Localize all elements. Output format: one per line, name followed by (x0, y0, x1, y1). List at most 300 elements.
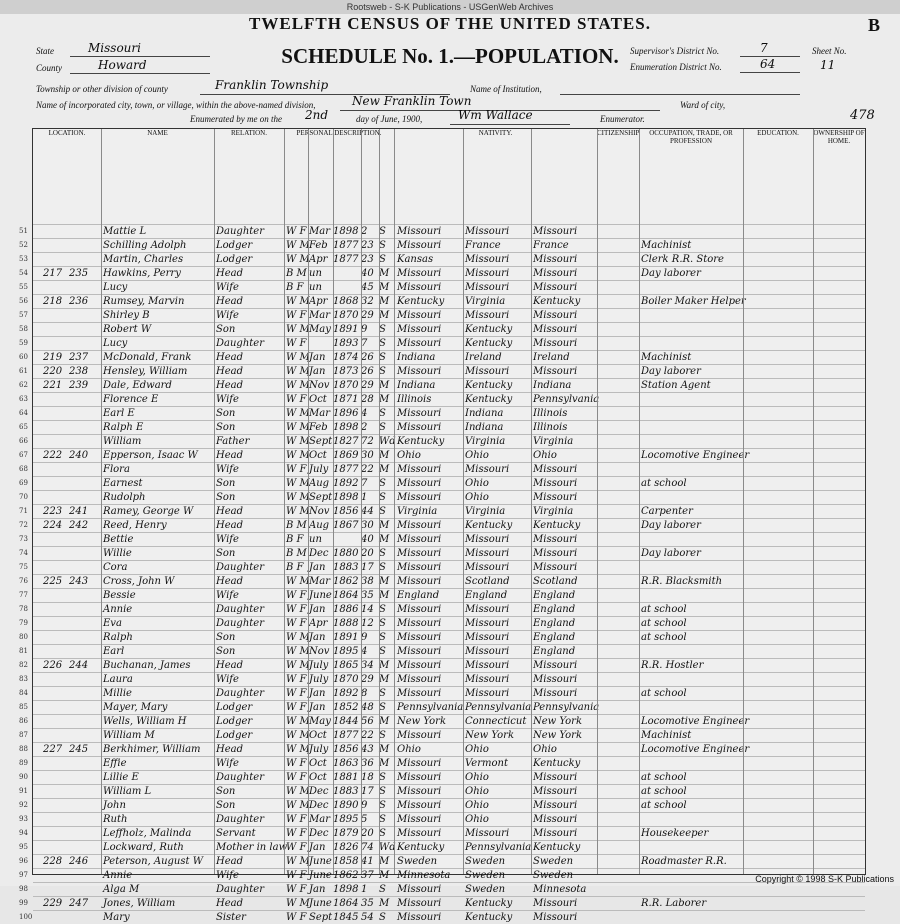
row-number: 71 (19, 507, 28, 515)
cell-name: Mary (103, 912, 130, 923)
cell-pm: Missouri (533, 562, 578, 573)
cell-sex: B F (286, 282, 304, 293)
cell-pf: Indiana (465, 408, 504, 419)
cell-pb: Missouri (397, 548, 442, 559)
cell-occ: at school (641, 618, 687, 629)
cell-rel: Wife (216, 534, 239, 545)
cell-age: 14 (361, 604, 374, 615)
cell-yr: 1870 (333, 310, 359, 321)
cell-dw: 224 (43, 520, 63, 531)
cell-occ (641, 435, 743, 448)
cell-sex: W M (286, 786, 310, 797)
cell-pm: Missouri (533, 478, 578, 489)
cell-age: 22 (361, 464, 374, 475)
cell-age: 43 (361, 744, 374, 755)
cell-name: William M (103, 730, 155, 741)
cell-sex: W F (286, 842, 307, 853)
cell-pm: Kentucky (533, 842, 581, 853)
cell-sex: W M (286, 716, 310, 727)
location-header: LOCATION. (33, 129, 102, 224)
row-number: 57 (19, 311, 28, 319)
cell-dw (43, 617, 67, 630)
table-row (19, 700, 865, 714)
cell-rel: Head (216, 660, 244, 671)
cell-pb: Missouri (397, 492, 442, 503)
education-header: EDUCATION. (743, 129, 814, 224)
cell-rel: Head (216, 380, 244, 391)
cell-name: Millie (103, 688, 132, 699)
cell-rel: Son (216, 408, 236, 419)
cell-occ: Day laborer (641, 548, 701, 559)
cell-yr: 1877 (333, 254, 359, 265)
cell-sex: W M (286, 352, 310, 363)
table-row (19, 252, 865, 266)
cell-ms: M (379, 856, 390, 867)
cell-pb: Missouri (397, 268, 442, 279)
cell-dw (43, 533, 67, 546)
cell-pb: Missouri (397, 282, 442, 293)
cell-age: 9 (361, 800, 368, 811)
cell-ms: S (379, 702, 386, 713)
cell-age: 23 (361, 240, 374, 251)
cell-mo: Mar (309, 310, 330, 321)
cell-dw (43, 701, 67, 714)
cell-rel: Lodger (216, 702, 253, 713)
cell-occ (641, 701, 743, 714)
cell-name: Eva (103, 618, 122, 629)
row-number: 95 (19, 843, 28, 851)
cell-pm: France (533, 240, 569, 251)
cell-ms: S (379, 884, 386, 895)
cell-age: 7 (361, 338, 368, 349)
cell-dw (43, 799, 67, 812)
cell-occ: R.R. Blacksmith (641, 576, 723, 587)
table-row (19, 574, 865, 588)
institution-label: Name of Institution, (470, 84, 542, 94)
cell-name: Robert W (103, 324, 152, 335)
cell-pm: Kentucky (533, 296, 581, 307)
cell-rel: Wife (216, 758, 239, 769)
cell-pf: Missouri (465, 646, 510, 657)
cell-pb: Indiana (397, 380, 436, 391)
cell-mo: Jan (309, 366, 326, 377)
cell-sex: W F (286, 702, 307, 713)
enumeration-value: 64 (760, 57, 776, 71)
cell-occ (641, 491, 743, 504)
cell-dw (43, 491, 67, 504)
cell-dw (43, 421, 67, 434)
row-number: 59 (19, 339, 28, 347)
cell-pf: Sweden (465, 856, 506, 867)
cell-pb: Missouri (397, 310, 442, 321)
cell-fam: 247 (69, 898, 89, 909)
cell-mo: un (309, 268, 322, 279)
cell-dw (43, 435, 67, 448)
cell-rel: Sister (216, 912, 246, 923)
cell-sex: W F (286, 772, 307, 783)
cell-occ: at school (641, 786, 687, 797)
cell-pm: Missouri (533, 338, 578, 349)
cell-pf: Missouri (465, 226, 510, 237)
column-rule (101, 129, 102, 874)
column-rule (531, 129, 532, 874)
cell-rel: Lodger (216, 730, 253, 741)
enumerator-label: Enumerator. (600, 114, 645, 124)
cell-rel: Head (216, 366, 244, 377)
cell-mo: July (309, 660, 329, 671)
cell-occ: R.R. Hostler (641, 660, 704, 671)
cell-rel: Mother in law (216, 842, 288, 853)
table-row (19, 882, 865, 896)
cell-pm: Ireland (533, 352, 570, 363)
cell-age: 20 (361, 548, 374, 559)
column-rule (214, 129, 215, 874)
cell-occ: at school (641, 478, 687, 489)
cell-fam (69, 463, 97, 476)
cell-pf: Scotland (465, 576, 510, 587)
cell-pm: Virginia (533, 436, 574, 447)
cell-pb: Missouri (397, 366, 442, 377)
cell-fam (69, 617, 97, 630)
cell-pf: Missouri (465, 604, 510, 615)
cell-pf: Ohio (465, 814, 489, 825)
township-value: Franklin Township (215, 78, 329, 92)
cell-age: 8 (361, 688, 368, 699)
cell-pb: Missouri (397, 464, 442, 475)
page-stamp: 478 (850, 108, 875, 123)
cell-pb: Missouri (397, 688, 442, 699)
cell-rel: Wife (216, 282, 239, 293)
cell-yr: 1827 (333, 436, 359, 447)
cell-rel: Lodger (216, 716, 253, 727)
cell-name: Lucy (103, 282, 128, 293)
cell-mo: Apr (309, 618, 328, 629)
cell-pb: Missouri (397, 478, 442, 489)
ownership-header: OWNERSHIP OF HOME. (813, 129, 865, 145)
cell-occ: Locomotive Engineer (641, 450, 750, 461)
cell-yr: 1845 (333, 912, 359, 923)
cell-fam (69, 281, 97, 294)
cell-name: Earl E (103, 408, 135, 419)
row-number: 64 (19, 409, 28, 417)
personal-header: PERSONAL DESCRIPTION. (284, 129, 395, 224)
cell-age: 4 (361, 646, 368, 657)
cell-name: Reed, Henry (103, 520, 167, 531)
cell-sex: W M (286, 366, 310, 377)
cell-pm: Kentucky (533, 520, 581, 531)
column-rule (284, 129, 285, 874)
cell-pb: Missouri (397, 534, 442, 545)
ward-label: Ward of city, (680, 100, 726, 110)
cell-fam (69, 841, 97, 854)
cell-sex: W M (286, 478, 310, 489)
cell-yr: 1888 (333, 618, 359, 629)
cell-fam (69, 603, 97, 616)
cell-pf: Virginia (465, 506, 506, 517)
cell-pf: England (465, 590, 508, 601)
cell-dw (43, 827, 67, 840)
cell-mo: Sept (309, 436, 333, 447)
cell-dw: 217 (43, 268, 63, 279)
cell-pf: Sweden (465, 870, 506, 881)
cell-pb: Missouri (397, 422, 442, 433)
cell-yr: 1895 (333, 646, 359, 657)
cell-yr: 1871 (333, 394, 359, 405)
cell-ms: M (379, 660, 390, 671)
cell-mo: June (309, 856, 332, 867)
cell-name: Epperson, Isaac W (103, 450, 198, 461)
cell-name: Cora (103, 562, 128, 573)
cell-rel: Wife (216, 590, 239, 601)
row-number: 80 (19, 633, 28, 641)
cell-pb: Missouri (397, 800, 442, 811)
cell-ms: S (379, 366, 386, 377)
cell-pb: England (397, 590, 440, 601)
cell-pb: Missouri (397, 408, 442, 419)
cell-ms: M (379, 296, 390, 307)
cell-sex: B F (286, 562, 304, 573)
cell-pm: Kentucky (533, 758, 581, 769)
table-row (19, 448, 865, 462)
cell-dw (43, 757, 67, 770)
cell-yr: 1883 (333, 562, 359, 573)
column-rule (813, 129, 814, 874)
cell-sex: B F (286, 534, 304, 545)
cell-pm: England (533, 590, 576, 601)
cell-pm: England (533, 618, 576, 629)
cell-age: 29 (361, 674, 374, 685)
cell-rel: Daughter (216, 618, 264, 629)
cell-yr: 1864 (333, 898, 359, 909)
cell-yr: 1858 (333, 856, 359, 867)
cell-name: Ralph (103, 632, 133, 643)
cell-yr: 1892 (333, 688, 359, 699)
row-number: 87 (19, 731, 28, 739)
row-number: 51 (19, 227, 28, 235)
cell-dw (43, 239, 67, 252)
sheet-letter: B (867, 15, 880, 35)
table-row (19, 378, 865, 392)
row-number: 52 (19, 241, 28, 249)
cell-yr: 1862 (333, 576, 359, 587)
cell-age: 2 (361, 422, 368, 433)
cell-ms: S (379, 352, 386, 363)
cell-mo: Oct (309, 730, 327, 741)
cell-pb: New York (397, 716, 446, 727)
cell-pb: Missouri (397, 674, 442, 685)
table-row (19, 392, 865, 406)
cell-rel: Son (216, 422, 236, 433)
row-number: 60 (19, 353, 28, 361)
cell-pm: Missouri (533, 786, 578, 797)
cell-yr: 1898 (333, 422, 359, 433)
cell-pb: Missouri (397, 632, 442, 643)
cell-mo: Mar (309, 226, 330, 237)
cell-pb: Ohio (397, 744, 421, 755)
row-number: 98 (19, 885, 28, 893)
cell-yr: 1893 (333, 338, 359, 349)
column-rule (379, 129, 380, 874)
cell-name: John (103, 800, 126, 811)
cell-yr: 1863 (333, 758, 359, 769)
cell-fam: 238 (69, 366, 89, 377)
cell-dw (43, 407, 67, 420)
table-row (19, 518, 865, 532)
cell-pf: Missouri (465, 548, 510, 559)
cell-occ (641, 393, 743, 406)
cell-name: Rudolph (103, 492, 146, 503)
cell-dw (43, 687, 67, 700)
cell-rel: Daughter (216, 226, 264, 237)
cell-name: Leffholz, Malinda (103, 828, 192, 839)
cell-pf: Kentucky (465, 324, 513, 335)
cell-dw (43, 841, 67, 854)
column-rule (308, 129, 309, 874)
cell-fam (69, 253, 97, 266)
cell-occ (641, 337, 743, 350)
cell-pb: Kentucky (397, 436, 445, 447)
cell-dw (43, 883, 67, 896)
cell-age: 48 (361, 702, 374, 713)
cell-occ (641, 911, 743, 924)
cell-name: McDonald, Frank (103, 352, 192, 363)
cell-rel: Son (216, 548, 236, 559)
cell-mo: Dec (309, 786, 329, 797)
cell-pf: Missouri (465, 534, 510, 545)
cell-dw (43, 631, 67, 644)
cell-pf: Missouri (465, 618, 510, 629)
cell-name: Florence E (103, 394, 159, 405)
cell-fam (69, 393, 97, 406)
name-header: NAME (101, 129, 215, 224)
cell-pm: Missouri (533, 772, 578, 783)
cell-yr (333, 267, 361, 280)
cell-yr: 1877 (333, 464, 359, 475)
cell-ms: S (379, 562, 386, 573)
township-label: Township or other division of county (36, 84, 168, 94)
cell-age: 28 (361, 394, 374, 405)
cell-fam (69, 547, 97, 560)
cell-pm: New York (533, 716, 582, 727)
cell-pf: Missouri (465, 688, 510, 699)
cell-occ (641, 281, 743, 294)
cell-sex: W F (286, 618, 307, 629)
cell-mo: July (309, 674, 329, 685)
cell-mo: un (309, 534, 322, 545)
row-number: 84 (19, 689, 28, 697)
cell-rel: Head (216, 268, 244, 279)
cell-age: 40 (361, 534, 374, 545)
cell-fam (69, 799, 97, 812)
row-number: 69 (19, 479, 28, 487)
cell-pm: New York (533, 730, 582, 741)
cell-mo (309, 337, 333, 350)
cell-mo: May (309, 324, 331, 335)
cell-age: 2 (361, 226, 368, 237)
cell-pf: Pennsylvania (465, 842, 532, 853)
cell-dw (43, 729, 67, 742)
cell-pm: Illinois (533, 422, 568, 433)
column-rule (361, 129, 362, 874)
cell-ms: S (379, 548, 386, 559)
citizenship-header: CITIZENSHIP. (597, 129, 640, 224)
cell-occ: Station Agent (641, 380, 711, 391)
cell-ms: M (379, 744, 390, 755)
cell-pf: Missouri (465, 660, 510, 671)
cell-pm: Missouri (533, 324, 578, 335)
cell-pm: Missouri (533, 282, 578, 293)
cell-name: Buchanan, James (103, 660, 191, 671)
row-number: 77 (19, 591, 28, 599)
cell-pf: Missouri (465, 562, 510, 573)
cell-fam (69, 687, 97, 700)
cell-pm: England (533, 646, 576, 657)
cell-rel: Son (216, 632, 236, 643)
cell-occ: Roadmaster R.R. (641, 856, 727, 867)
cell-ms: M (379, 758, 390, 769)
table-row (19, 308, 865, 322)
cell-dw: 226 (43, 660, 63, 671)
cell-mo: Sept (309, 492, 333, 503)
cell-name: Annie (103, 604, 133, 615)
cell-name: Willie (103, 548, 132, 559)
row-number: 67 (19, 451, 28, 459)
table-row (19, 658, 865, 672)
cell-ms: Wd (379, 436, 396, 447)
cell-yr: 1869 (333, 450, 359, 461)
cell-pf: Missouri (465, 366, 510, 377)
cell-occ (641, 757, 743, 770)
cell-pb: Missouri (397, 772, 442, 783)
cell-yr: 1898 (333, 884, 359, 895)
cell-rel: Head (216, 296, 244, 307)
cell-fam: 240 (69, 450, 89, 461)
cell-age: 17 (361, 786, 374, 797)
cell-pm: Missouri (533, 660, 578, 671)
cell-sex: W M (286, 408, 310, 419)
cell-name: Lillie E (103, 772, 139, 783)
cell-yr: 1890 (333, 800, 359, 811)
cell-sex: W F (286, 884, 307, 895)
cell-pb: Kansas (397, 254, 434, 265)
cell-mo: un (309, 282, 322, 293)
cell-ms: M (379, 394, 390, 405)
cell-yr (333, 281, 361, 294)
row-number: 92 (19, 801, 28, 809)
cell-yr: 1844 (333, 716, 359, 727)
cell-rel: Daughter (216, 562, 264, 573)
cell-occ (641, 869, 743, 882)
cell-mo: June (309, 898, 332, 909)
cell-occ: at school (641, 632, 687, 643)
cell-yr: 1852 (333, 702, 359, 713)
cell-pb: Missouri (397, 660, 442, 671)
cell-fam (69, 239, 97, 252)
cell-dw (43, 225, 67, 238)
row-number: 83 (19, 675, 28, 683)
row-number: 56 (19, 297, 28, 305)
cell-age: 32 (361, 296, 374, 307)
cell-age: 44 (361, 506, 374, 517)
cell-ms: S (379, 604, 386, 615)
cell-sex: W F (286, 828, 307, 839)
row-number: 76 (19, 577, 28, 585)
cell-dw (43, 463, 67, 476)
row-number: 96 (19, 857, 28, 865)
cell-yr: 1856 (333, 506, 359, 517)
table-row (19, 672, 865, 686)
cell-pb: Missouri (397, 814, 442, 825)
